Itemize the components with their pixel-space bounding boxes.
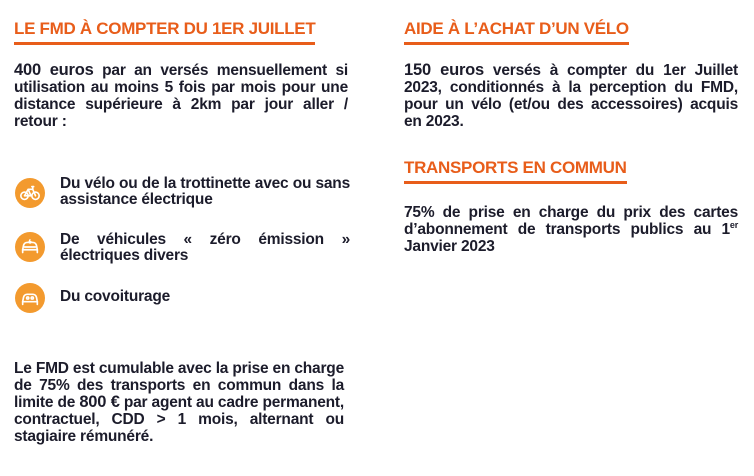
bicycle-icon xyxy=(15,178,45,208)
transports-end: Janvier 2023 xyxy=(404,238,495,255)
transports-text: 75% de prise en charge du prix des cartes d’abonnement de transports publics au 1 xyxy=(404,204,738,238)
cumul-text-before: Le FMD est cumulable avec la prise en charge de 75% des transports en commun dans la limite de xyxy=(14,360,344,411)
fmd-heading: LE FMD À COMPTER DU 1ER JUILLET xyxy=(14,19,315,45)
velo-heading: AIDE À L’ACHAT D’UN VÉLO xyxy=(404,19,629,45)
item-label-vehicules: De véhicules « zéro émission » électriques divers xyxy=(60,231,350,264)
fmd-intro xyxy=(14,62,348,130)
fmd-intro-text: par an versés mensuellement si utilisation au moins 5 fois par mois pour une distance supérieure à 2km par jour aller / retour : xyxy=(14,62,349,130)
transports-sup: er xyxy=(729,219,738,230)
cumul-text-after: par agent au cadre permanent, contractuel, CDD > 1 mois, alternant ou stagiaire rémunéré. xyxy=(14,394,344,445)
transports-heading: TRANSPORTS EN COMMUN xyxy=(404,158,627,184)
list-item-velo xyxy=(14,176,348,210)
item-label-velo: Du vélo ou de la trottinette avec ou sans assistance électrique xyxy=(60,175,350,208)
electric-car-icon xyxy=(15,232,45,262)
fmd-amount: 400 euros xyxy=(14,61,94,79)
cumul-amount: 800 € xyxy=(79,393,120,411)
transports-paragraph xyxy=(404,204,738,255)
list-item-vehicules xyxy=(14,232,348,266)
list-item-covoiturage xyxy=(14,283,348,317)
item-label-covoiturage: Du covoiturage xyxy=(60,288,171,305)
velo-amount: 150 euros xyxy=(404,61,485,79)
fmd-cumul-paragraph xyxy=(14,360,344,445)
velo-paragraph xyxy=(404,62,738,130)
carpool-icon xyxy=(15,283,45,313)
velo-text: versés à compter du 1er Juillet 2023, conditionnés à la perception du FMD, pour un vélo (et/ou des accessoires) acquis en 2023. xyxy=(404,62,739,130)
